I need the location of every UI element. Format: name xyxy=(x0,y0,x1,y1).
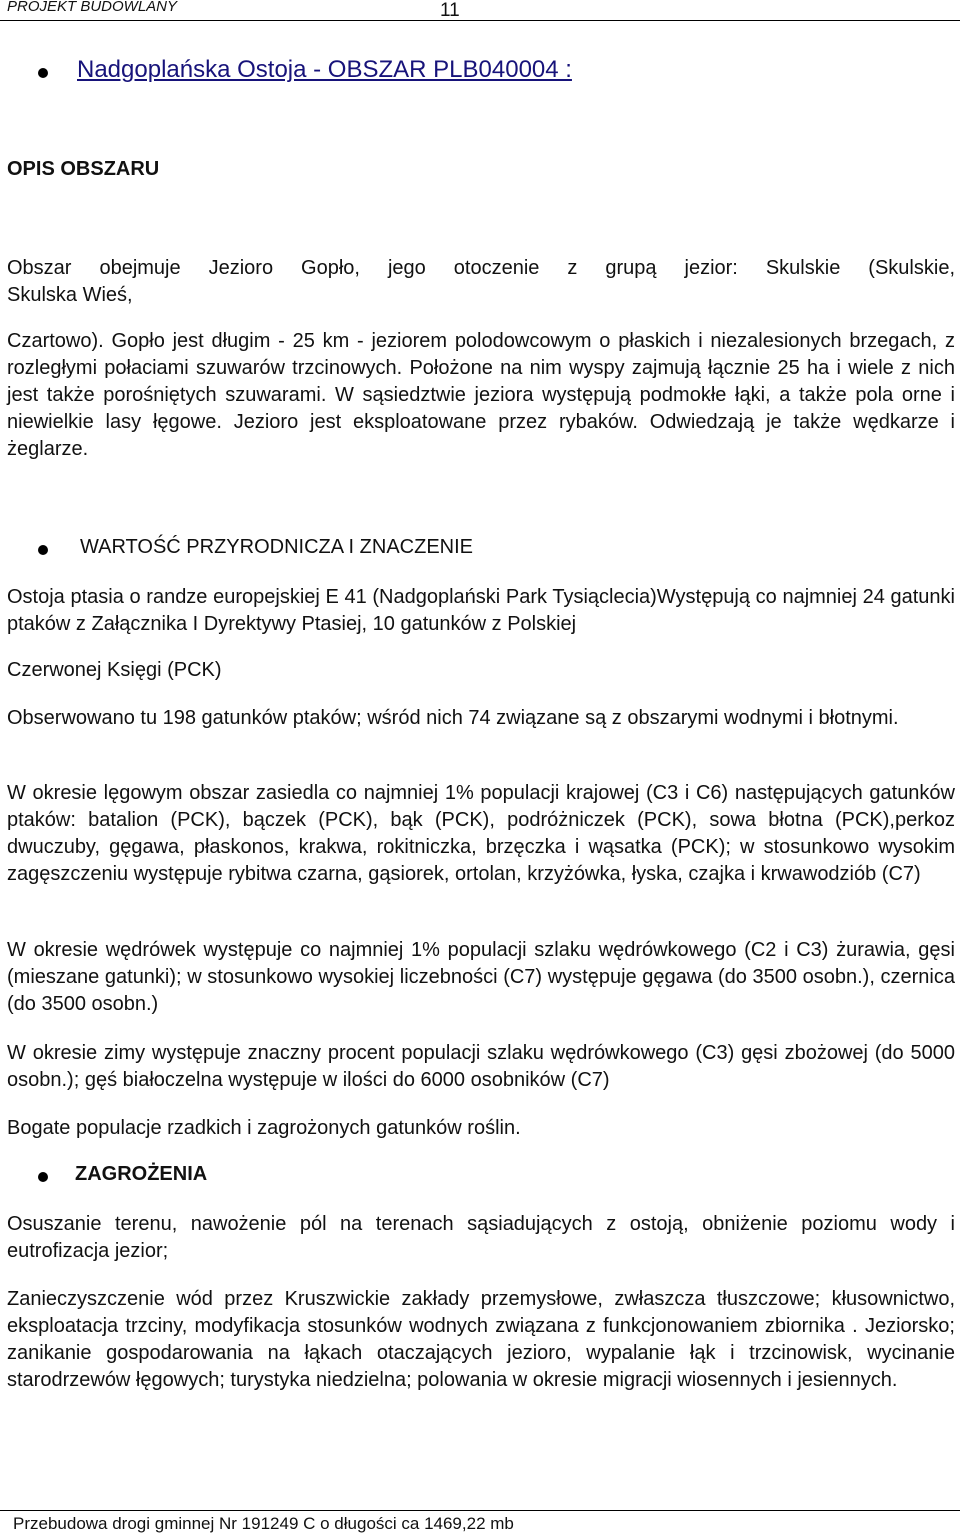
opis-paragraph-2: Czartowo). Gopło jest długim - 25 km - jeziorem polodowcowym o płaskich i niezalesionych brzegach, z rozległymi połaciami szuwarów trzcinowych. Położone na nim wyspy zajmują łącznie 25 ha i wiele z nich jest także porośniętych szuwarami. W sąsiedztwie jeziora występują podmokłe łąki, a także pola orne i niewielkie lasy łęgowe. Jezioro jest eksploatowane przez rybaków. Odwiedzają je także wędkarze i żeglarze. xyxy=(7,330,955,460)
wartosc-paragraph-4: W okresie lęgowym obszar zasiedla co najmniej 1% populacji krajowej (C3 i C6) następujących gatunków ptaków: batalion (PCK), bączek (PCK), bąk (PCK), podróżniczek (PCK), sowa błotna (PCK),perkoz dwuczuby, gęgawa, płaskonos, krakwa, rokitniczka, brzęczka i wąsatka (PCK); w stosunkowo wysokim zagęszczeniu występuje rybitwa czarna, gąsiorek, ortolan, krzyżówka, łyska, czajka i krwawodziób (C7) xyxy=(7,782,955,885)
header-project-label: PROJEKT BUDOWLANY xyxy=(7,0,178,15)
opis-paragraph-1-line-1: Obszar obejmuje Jezioro Gopło, jego otoczenie z grupą jezior: Skulskie (Skulskie, xyxy=(7,257,955,279)
bullet-icon xyxy=(38,1172,48,1182)
page-header xyxy=(0,0,960,21)
section-heading-zagrozenia: ZAGROŻENIA xyxy=(75,1163,208,1185)
footer-text: Przebudowa drogi gminnej Nr 191249 C o długości ca 1469,22 mb xyxy=(13,1514,514,1533)
wartosc-paragraph-2: Czerwonej Księgi (PCK) xyxy=(7,659,222,681)
opis-paragraph-1-line-2: Skulska Wieś, xyxy=(7,284,133,306)
bullet-icon xyxy=(38,68,48,78)
wartosc-paragraph-3: Obserwowano tu 198 gatunków ptaków; wśród nich 74 związane są z obszarymi wodnymi i błotnymi. xyxy=(7,707,899,729)
wartosc-paragraph-6: W okresie zimy występuje znaczny procent populacji szlaku wędrówkowego (C3) gęsi zbożowej (do 5000 osobn.); gęś białoczelna występuje w ilości do 6000 osobników (C7) xyxy=(7,1042,955,1091)
document-title[interactable]: Nadgoplańska Ostoja - OBSZAR PLB040004 : xyxy=(77,56,572,83)
wartosc-paragraph-1: Ostoja ptasia o randze europejskiej E 41 (Nadgoplański Park Tysiąclecia)Występują co najmniej 24 gatunki ptaków z Załącznika I Dyrektywy Ptasiej, 10 gatunków z Polskiej xyxy=(7,586,955,635)
bullet-icon xyxy=(38,545,48,555)
section-heading-opis: OPIS OBSZARU xyxy=(7,158,160,180)
header-page-number: 11 xyxy=(440,0,460,21)
page-footer xyxy=(0,1510,960,1535)
wartosc-paragraph-5: W okresie wędrówek występuje co najmniej 1% populacji szlaku wędrówkowego (C2 i C3) żurawia, gęsi (mieszane gatunki); w stosunkowo wysokiej liczebności (C7) występuje gęgawa (do 3500 osobn.), czernica (do 3500 osobn.) xyxy=(7,939,955,1015)
section-heading-wartosc: WARTOŚĆ PRZYRODNICZA I ZNACZENIE xyxy=(80,536,473,558)
zagrozenia-paragraph-1: Osuszanie terenu, nawożenie pól na terenach sąsiadujących z ostoją, obniżenie poziomu wody i eutrofizacja jezior; xyxy=(7,1213,955,1262)
zagrozenia-paragraph-2: Zanieczyszczenie wód przez Kruszwickie zakłady przemysłowe, zwłaszcza tłuszczowe; kłusownictwo, eksploatacja trzciny, modyfikacja stosunków wodnych związana z funkcjonowaniem zbiornika . Jeziorsko; zanikanie gospodarowania na łąkach otaczających jezioro, wypalanie łąk i trzcinowisk, wycinanie starodrzewów łęgowych; turystyka niedzielna; polowania w okresie migracji wiosennych i jesiennych. xyxy=(7,1288,955,1391)
wartosc-paragraph-7: Bogate populacje rzadkich i zagrożonych gatunków roślin. xyxy=(7,1117,521,1139)
